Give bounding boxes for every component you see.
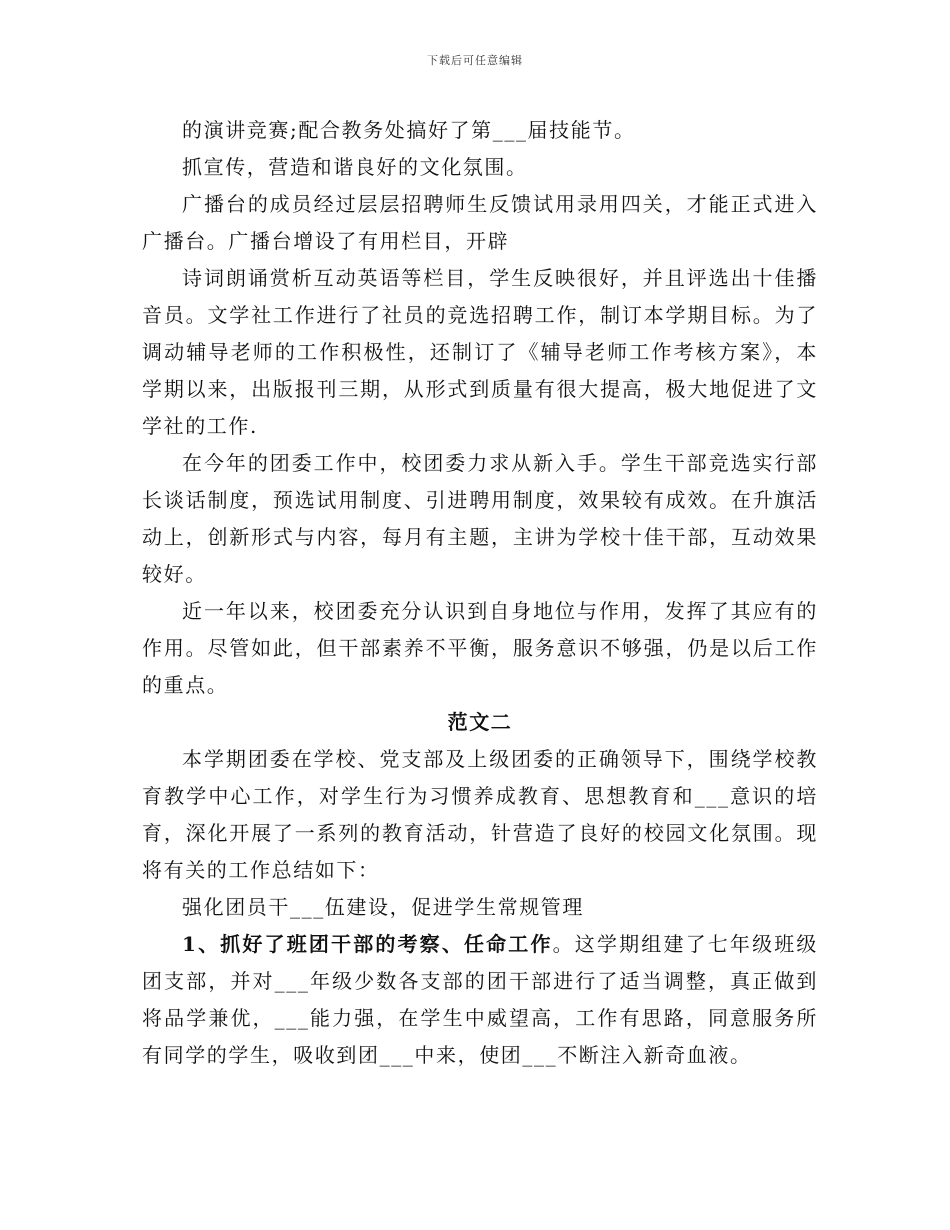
- paragraph-continuation: 的演讲竞赛;配合教务处搞好了第___届技能节。: [182, 118, 636, 142]
- page-header-note: 下载后可任意编辑: [427, 54, 523, 67]
- paragraph-broadcast: 广播台的成员经过层层招聘师生反馈试用录用四关，才能正式进入广播台。广播台增设了有用栏目，开辟: [142, 192, 818, 253]
- document-body: [142, 112, 818, 1074]
- paragraph-literature-club: 诗词朗诵赏析互动英语等栏目，学生反映很好，并且评选出十佳播音员。文学社工作进行了社员的竞选招聘工作，制订本学期目标。为了调动辅导老师的工作积极性，还制订了《辅导老师工作考核方案》，本学期以来，出版报刊三期，从形式到质量有很大提高，极大地促进了文学社的工作.: [142, 266, 818, 438]
- section-title: 范文二: [447, 710, 513, 734]
- paragraph-intro: 本学期团委在学校、党支部及上级团委的正确领导下，围绕学校教育教学中心工作，对学生行为习惯养成教育、思想教育和___意识的培育，深化开展了一系列的教育活动，针营造了良好的校园文化氛围。现将有关的工作总结如下：: [142, 747, 818, 882]
- paragraph-publicity: 抓宣传，营造和谐良好的文化氛围。: [182, 155, 528, 179]
- paragraph-rest-text: 。这学期组建了七年级班级团支部，并对___年级少数各支部的团干部进行了适当调整，真正做到将品学兼优，___能力强，在学生中威望高，工作有思路，同意服务所有同学的学生，吸收到团___中来，使团___不断注入新奇血液。: [142, 932, 818, 1067]
- bold-lead-text: 1、抓好了班团干部的考察、任命工作: [182, 932, 553, 956]
- paragraph-league-work: 在今年的团委工作中，校团委力求从新入手。学生干部竞选实行部长谈话制度，预选试用制度、引进聘用制度，效果较有成效。在升旗活动上，创新形式与内容，每月有主题，主讲为学校十佳干部，互动效果较好。: [142, 451, 818, 586]
- paragraph-heading-team-building: 强化团员干___伍建设，促进学生常规管理: [182, 895, 584, 919]
- paragraph-summary: 近一年以来，校团委充分认识到自身地位与作用，发挥了其应有的作用。尽管如此，但干部素养不平衡，服务意识不够强，仍是以后工作的重点。: [142, 599, 818, 697]
- paragraph-cadre-appointment: [142, 926, 818, 1074]
